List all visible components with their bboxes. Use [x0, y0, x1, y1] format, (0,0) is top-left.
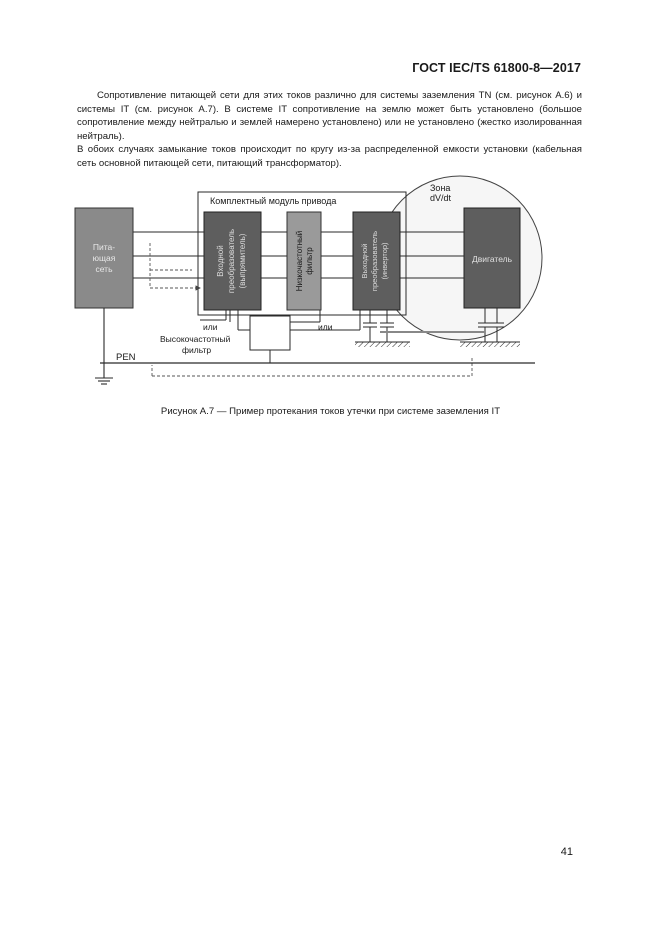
paragraph: Сопротивление питающей сети для этих токов различно для системы заземления TN (см. рисунок А.6) и системы IT (см. рисунок А.7). В системе IT сопротивление на землю может быть установлено (большое сопротивление между нейтралью и землей намерено установлено) или не установлено (жестко изолированная нейтраль).: [77, 90, 582, 142]
document-header: ГОСТ IEC/TS 61800-8—2017: [412, 61, 581, 75]
or-label-right: или: [318, 322, 333, 332]
motor-label: Двигатель: [471, 254, 513, 264]
output-converter-label-1: Выходной: [360, 243, 369, 279]
lowfreq-filter-label-2: фильтр: [305, 247, 314, 275]
hf-filter-label-2: фильтр: [182, 345, 212, 355]
paragraph: В обоих случаях замыкание токов происходит по кругу из-за распределенной емкости установки (кабельная сеть основной питающей сети, питающий трансформатор).: [77, 144, 582, 169]
or-label-left: или: [203, 322, 218, 332]
hf-filter-box: [250, 316, 290, 350]
lowfreq-filter-label-1: Низкочастотный: [295, 230, 304, 292]
lowfreq-filter-block: [287, 212, 321, 310]
zone-label-1: Зона: [430, 183, 451, 193]
module-title: Комплектный модуль привода: [210, 196, 337, 206]
ground-hatch: [355, 342, 520, 347]
zone-label-2: dV/dt: [430, 193, 452, 203]
body-text: [77, 89, 582, 171]
input-converter-label-1: Входной: [216, 245, 225, 277]
output-converter-label-3: (инвертор): [380, 242, 389, 280]
page-number: 41: [560, 846, 573, 858]
supply-label-1: Пита-: [92, 242, 116, 252]
figure-caption: Рисунок А.7 — Пример протекания токов утечки при системе заземления IT: [160, 406, 501, 417]
output-converter-label-2: преобразователь: [370, 230, 379, 292]
figure-diagram: [60, 170, 600, 400]
ground-symbol-icon: [95, 378, 113, 384]
supply-label-2: ющая: [92, 253, 116, 263]
leakage-diagram-svg: [60, 170, 600, 400]
input-converter-label-2: преобразователь: [227, 228, 236, 294]
input-converter-label-3: (выпрямитель): [238, 233, 247, 289]
pen-label: PEN: [116, 352, 136, 363]
hf-filter-label-1: Высокочастотный: [160, 334, 231, 344]
supply-label-3: сеть: [95, 264, 113, 274]
